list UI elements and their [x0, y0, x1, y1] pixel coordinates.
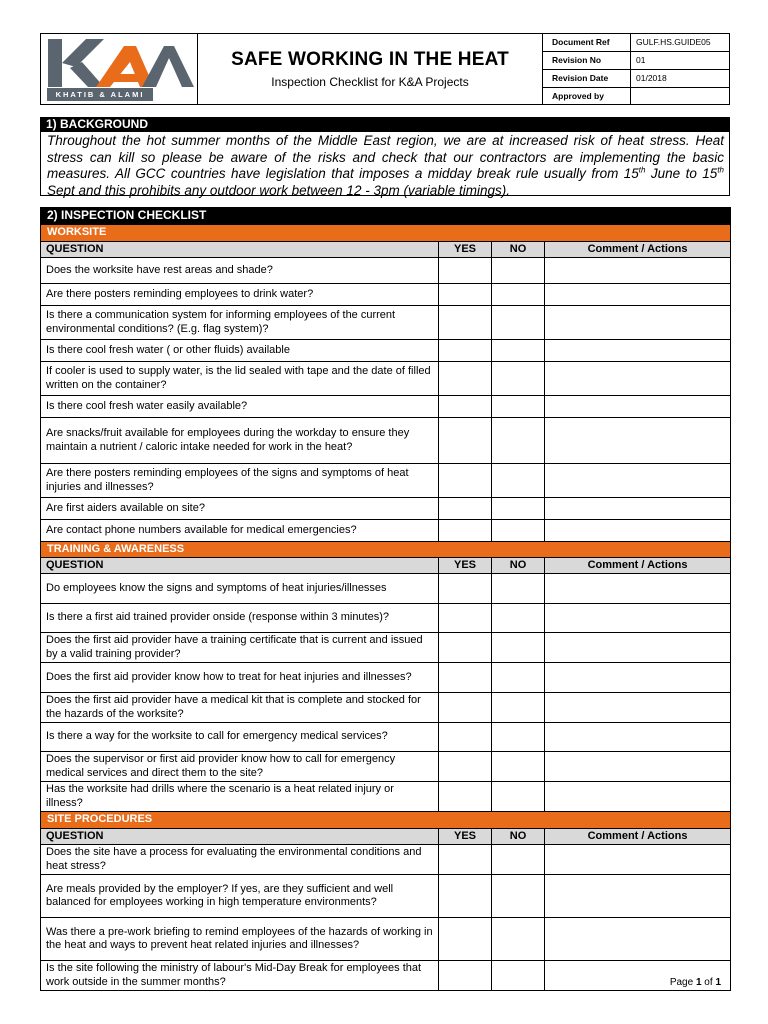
- question-row: [41, 574, 731, 604]
- meta-row-revision-no: [543, 52, 729, 70]
- no-cell[interactable]: [492, 340, 545, 362]
- question-text: Was there a pre-work briefing to remind employees of the hazards of working in the heat and ways to prevent heat related injuries and illnesses?: [41, 918, 439, 961]
- question-text: Are there posters reminding employees to drink water?: [41, 284, 439, 306]
- comment-cell[interactable]: [545, 418, 731, 464]
- background-text-2: June to 15: [645, 166, 718, 181]
- yes-cell[interactable]: [439, 782, 492, 812]
- logo-caption: KHATIB & ALAMI: [47, 88, 153, 101]
- comment-cell[interactable]: [545, 875, 731, 918]
- comment-cell[interactable]: [545, 520, 731, 542]
- no-cell[interactable]: [492, 604, 545, 633]
- question-row: [41, 396, 731, 418]
- meta-value: GULF.HS.GUIDE05: [636, 37, 711, 47]
- comment-cell[interactable]: [545, 633, 731, 663]
- logo-mark-icon: [46, 38, 196, 90]
- yes-cell[interactable]: [439, 875, 492, 918]
- no-cell[interactable]: [492, 752, 545, 782]
- comment-cell[interactable]: [545, 340, 731, 362]
- question-row: [41, 845, 731, 875]
- yes-cell[interactable]: [439, 520, 492, 542]
- no-cell[interactable]: [492, 396, 545, 418]
- question-row: [41, 340, 731, 362]
- question-text: Does the first aid provider have a medical kit that is complete and stocked for the hazards of the worksite?: [41, 693, 439, 723]
- question-row: [41, 663, 731, 693]
- question-text: Are snacks/fruit available for employees during the workday to ensure they maintain a nutrient / caloric intake needed for work in the heat?: [41, 418, 439, 464]
- question-row: [41, 464, 731, 498]
- yes-cell[interactable]: [439, 845, 492, 875]
- meta-label: Revision Date: [543, 70, 631, 87]
- yes-cell[interactable]: [439, 396, 492, 418]
- question-text: Do employees know the signs and symptoms of heat injuries/illnesses: [41, 574, 439, 604]
- background-paragraph: [40, 132, 730, 196]
- question-row: [41, 918, 731, 961]
- yes-cell[interactable]: [439, 498, 492, 520]
- comment-cell[interactable]: [545, 464, 731, 498]
- question-text: Are there posters reminding employees of the signs and symptoms of heat injuries and illnesses?: [41, 464, 439, 498]
- comment-cell[interactable]: [545, 845, 731, 875]
- question-text: If cooler is used to supply water, is the lid sealed with tape and the date of filled written on the container?: [41, 362, 439, 396]
- comment-cell[interactable]: [545, 258, 731, 284]
- comment-cell[interactable]: [545, 918, 731, 961]
- category-row-worksite: [41, 225, 731, 242]
- no-cell[interactable]: [492, 520, 545, 542]
- yes-cell[interactable]: [439, 663, 492, 693]
- no-cell[interactable]: [492, 918, 545, 961]
- meta-value: 01: [636, 55, 646, 65]
- question-row: [41, 498, 731, 520]
- question-row: [41, 306, 731, 340]
- checklist-heading-row: [41, 208, 731, 225]
- no-cell[interactable]: [492, 723, 545, 752]
- question-text: Are meals provided by the employer? If yes, are they sufficient and well balanced for employees working in high temperature environments?: [41, 875, 439, 918]
- question-text: Has the worksite had drills where the scenario is a heat related injury or illness?: [41, 782, 439, 812]
- page-prefix: Page: [669, 977, 696, 988]
- meta-row-approved-by: [543, 88, 729, 105]
- category-title: WORKSITE: [41, 225, 731, 242]
- comment-cell[interactable]: [545, 396, 731, 418]
- column-header-no: NO: [492, 558, 545, 574]
- no-cell[interactable]: [492, 663, 545, 693]
- page-footer: [670, 977, 721, 988]
- question-text: Is there a way for the worksite to call for emergency medical services?: [41, 723, 439, 752]
- question-text: Are contact phone numbers available for medical emergencies?: [41, 520, 439, 542]
- yes-cell[interactable]: [439, 633, 492, 663]
- column-header-yes: YES: [439, 242, 492, 258]
- question-row: [41, 362, 731, 396]
- yes-cell[interactable]: [439, 574, 492, 604]
- no-cell[interactable]: [492, 464, 545, 498]
- question-row: [41, 875, 731, 918]
- yes-cell[interactable]: [439, 723, 492, 752]
- question-row: [41, 604, 731, 633]
- yes-cell[interactable]: [439, 340, 492, 362]
- question-row: [41, 961, 731, 991]
- column-header-row: [41, 829, 731, 845]
- column-header-no: NO: [492, 242, 545, 258]
- meta-label: Approved by: [543, 88, 631, 105]
- background-sup-1: th: [638, 165, 646, 175]
- question-row: [41, 418, 731, 464]
- no-cell[interactable]: [492, 845, 545, 875]
- category-row-site-procedures: [41, 812, 731, 829]
- no-cell[interactable]: [492, 362, 545, 396]
- category-title: TRAINING & AWARENESS: [41, 542, 731, 558]
- question-text: Is there cool fresh water ( or other fluids) available: [41, 340, 439, 362]
- background-text-3: Sept and this prohibits any outdoor work between 12 - 3pm (variable timings).: [47, 182, 510, 198]
- column-header-comment: Comment / Actions: [545, 242, 731, 258]
- column-header-yes: YES: [439, 558, 492, 574]
- question-text: Is there a communication system for informing employees of the current environmental conditions? (E.g. flag system)?: [41, 306, 439, 340]
- question-row: [41, 258, 731, 284]
- yes-cell[interactable]: [439, 604, 492, 633]
- question-text: Does the first aid provider know how to treat for heat injuries and illnesses?: [41, 663, 439, 693]
- column-header-comment: Comment / Actions: [545, 829, 731, 845]
- comment-cell[interactable]: [545, 663, 731, 693]
- question-text: Is there a first aid trained provider onside (response within 3 minutes)?: [41, 604, 439, 633]
- question-text: Are first aiders available on site?: [41, 498, 439, 520]
- background-sup-2: th: [717, 165, 724, 175]
- yes-cell[interactable]: [439, 752, 492, 782]
- document-subtitle: Inspection Checklist for K&A Projects: [271, 75, 469, 89]
- yes-cell[interactable]: [439, 306, 492, 340]
- no-cell[interactable]: [492, 306, 545, 340]
- no-cell[interactable]: [492, 633, 545, 663]
- column-header-yes: YES: [439, 829, 492, 845]
- column-header-row: [41, 558, 731, 574]
- column-header-no: NO: [492, 829, 545, 845]
- question-text: Does the worksite have rest areas and shade?: [41, 258, 439, 284]
- page-of: of: [701, 977, 716, 988]
- checklist-heading: 2) INSPECTION CHECKLIST: [41, 208, 731, 225]
- comment-cell[interactable]: [545, 362, 731, 396]
- document-header: [40, 33, 730, 105]
- yes-cell[interactable]: [439, 284, 492, 306]
- company-logo: [41, 34, 198, 104]
- question-row: [41, 723, 731, 752]
- question-row: [41, 520, 731, 542]
- question-text: Does the supervisor or first aid provider know how to call for emergency medical services and direct them to the site?: [41, 752, 439, 782]
- column-header-question: QUESTION: [41, 242, 439, 258]
- no-cell[interactable]: [492, 498, 545, 520]
- comment-cell[interactable]: [545, 306, 731, 340]
- meta-row-revision-date: [543, 70, 729, 88]
- no-cell[interactable]: [492, 693, 545, 723]
- comment-cell[interactable]: [545, 782, 731, 812]
- yes-cell[interactable]: [439, 464, 492, 498]
- comment-cell[interactable]: [545, 693, 731, 723]
- question-text: Is there cool fresh water easily available?: [41, 396, 439, 418]
- inspection-checklist-table: [40, 207, 731, 991]
- background-heading: 1) BACKGROUND: [40, 117, 730, 132]
- question-text: Does the site have a process for evaluating the environmental conditions and heat stress?: [41, 845, 439, 875]
- question-text: Is the site following the ministry of labour's Mid-Day Break for employees that work outside in the summer months?: [41, 961, 439, 991]
- yes-cell[interactable]: [439, 362, 492, 396]
- yes-cell[interactable]: [439, 418, 492, 464]
- comment-cell[interactable]: [545, 604, 731, 633]
- comment-cell[interactable]: [545, 752, 731, 782]
- category-row-training-awareness: [41, 542, 731, 558]
- question-row: [41, 633, 731, 663]
- column-header-question: QUESTION: [41, 558, 439, 574]
- document-title: SAFE WORKING IN THE HEAT: [231, 49, 509, 70]
- page-total: 1: [715, 977, 721, 988]
- meta-value: [631, 88, 729, 105]
- no-cell[interactable]: [492, 574, 545, 604]
- question-row: [41, 782, 731, 812]
- no-cell[interactable]: [492, 258, 545, 284]
- question-row: [41, 284, 731, 306]
- comment-cell[interactable]: [545, 723, 731, 752]
- column-header-question: QUESTION: [41, 829, 439, 845]
- meta-label: Revision No: [543, 52, 631, 69]
- column-header-row: [41, 242, 731, 258]
- category-title: SITE PROCEDURES: [41, 812, 731, 829]
- meta-value: 01/2018: [636, 73, 667, 83]
- comment-cell[interactable]: [545, 498, 731, 520]
- question-text: Does the first aid provider have a training certificate that is current and issued by a valid training provider?: [41, 633, 439, 663]
- yes-cell[interactable]: [439, 918, 492, 961]
- page-number: 1: [695, 977, 702, 988]
- meta-row-document-ref: [543, 34, 729, 52]
- no-cell[interactable]: [492, 418, 545, 464]
- comment-cell[interactable]: [545, 574, 731, 604]
- question-row: [41, 752, 731, 782]
- question-row: [41, 693, 731, 723]
- yes-cell[interactable]: [439, 258, 492, 284]
- yes-cell[interactable]: [439, 693, 492, 723]
- no-cell[interactable]: [492, 875, 545, 918]
- no-cell[interactable]: [492, 782, 545, 812]
- comment-cell[interactable]: [545, 284, 731, 306]
- document-meta-table: [543, 34, 729, 104]
- yes-cell[interactable]: [439, 961, 492, 991]
- column-header-comment: Comment / Actions: [545, 558, 731, 574]
- no-cell[interactable]: [492, 961, 545, 991]
- background-text-1: Throughout the hot summer months of the Middle East region, we are at increased risk of heat stress. Heat stress can kill so please be aware of the risks and check that our contractors are implementing the basic measures. All GCC countries have legislation that imposes a midday break rule usually from 15: [47, 133, 724, 181]
- title-block: [198, 34, 543, 104]
- meta-label: Document Ref: [543, 34, 631, 51]
- no-cell[interactable]: [492, 284, 545, 306]
